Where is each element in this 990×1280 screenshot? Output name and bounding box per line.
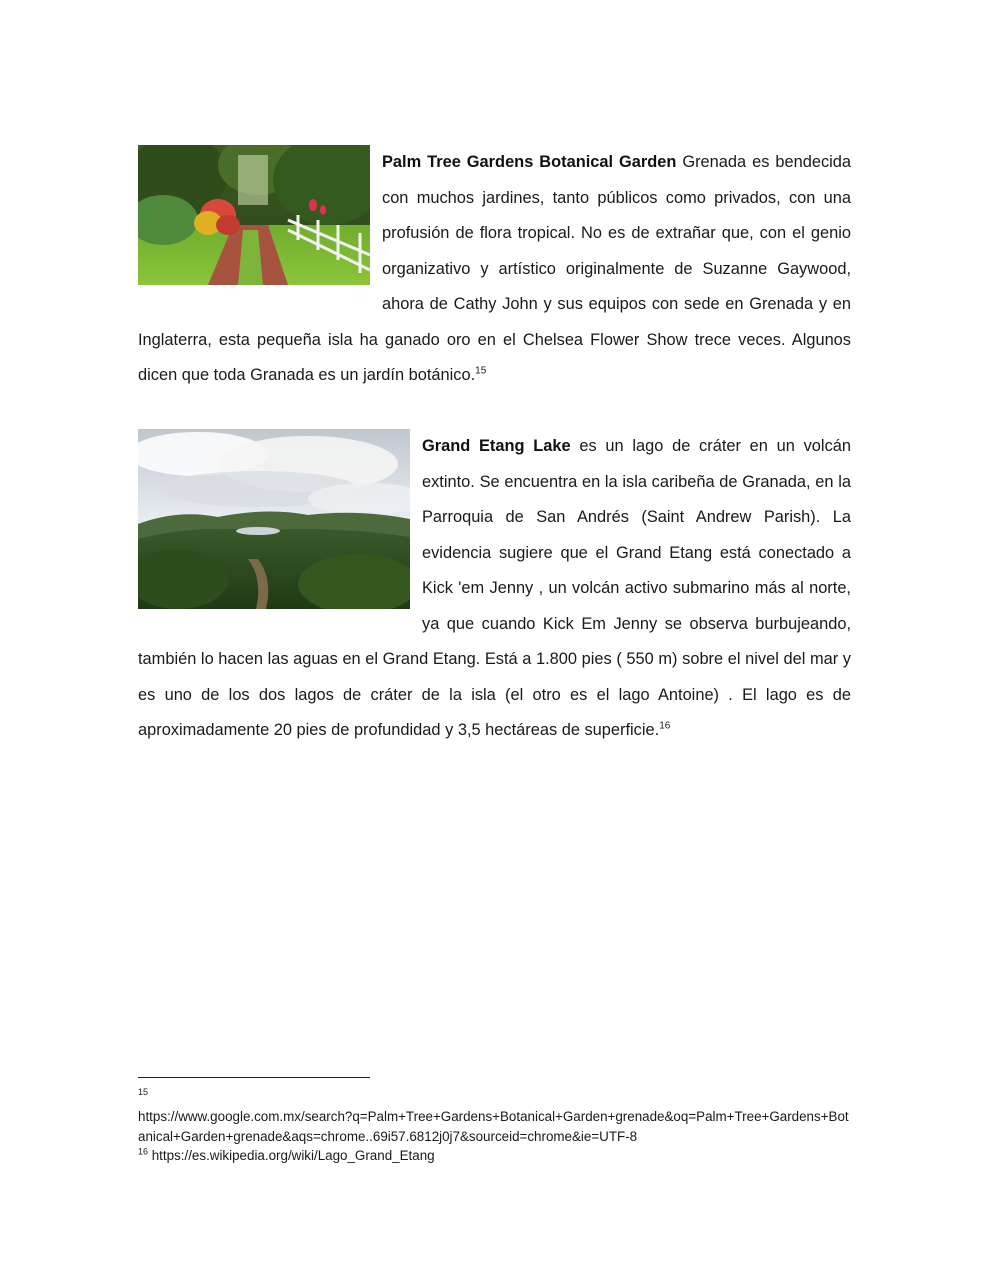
palm-tree-gardens-paragraph [138, 145, 851, 394]
footnote-16-number: 16 [138, 1146, 149, 1157]
grand-etang-lake-body: es un lago de cráter en un volcán extinto. Se encuentra en la isla caribeña de Granada, en la Parroquia de San Andrés (Saint Andrew Parish). La evidencia sugiere que el Grand Etang está conectado a Kick 'em Jenny , un volcán activo submarino más al norte, ya que cuando Kick Em Jenny se observa burbujeando, también lo hacen las aguas en el Grand Etang. Está a 1.800 pies ( 550 m) sobre el nivel del mar y es uno de los dos lagos de cráter de la isla (el otro es el lago Antoine) . El lago es de aproximadamente 20 pies de profundidad y 3,5 hectáreas de superficie. [138, 437, 851, 739]
grand-etang-lake-paragraph [138, 429, 851, 749]
footnote-16 [138, 1146, 851, 1166]
palm-tree-gardens-photo [138, 145, 370, 285]
footnote-16-link[interactable]: https://es.wikipedia.org/wiki/Lago_Grand_Etang [148, 1148, 435, 1163]
palm-tree-gardens-title: Palm Tree Gardens Botanical Garden [382, 153, 677, 171]
footnote-separator [138, 1077, 370, 1078]
grand-etang-lake-photo [138, 429, 410, 609]
grand-etang-lake-title: Grand Etang Lake [422, 437, 571, 455]
footnote-15-link[interactable]: https://www.google.com.mx/search?q=Palm+Tree+Gardens+Botanical+Garden+grenade&oq=Palm+Tree+Gardens+Botanical+Garden+grenade&aqs=chrome..69i57.6812j0j7&sourceid=chrome&ie=UTF-8 [138, 1109, 849, 1144]
palm-tree-gardens-body: Grenada es bendecida con muchos jardines, tanto públicos como privados, con una profusión de flora tropical. No es de extrañar que, con el genio organizativo y artístico originalmente de Suzanne Gaywood, ahora de Cathy John y sus equipos con sede en Grenada y en Inglaterra, esta pequeña isla ha ganado oro en el Chelsea Flower Show trece veces. Algunos dicen que toda Granada es un jardín botánico. [138, 153, 852, 384]
footnote-15-number: 15 [138, 1087, 149, 1097]
footnote-ref-15[interactable]: 15 [475, 365, 487, 377]
footnote-ref-16[interactable]: 16 [659, 720, 671, 732]
